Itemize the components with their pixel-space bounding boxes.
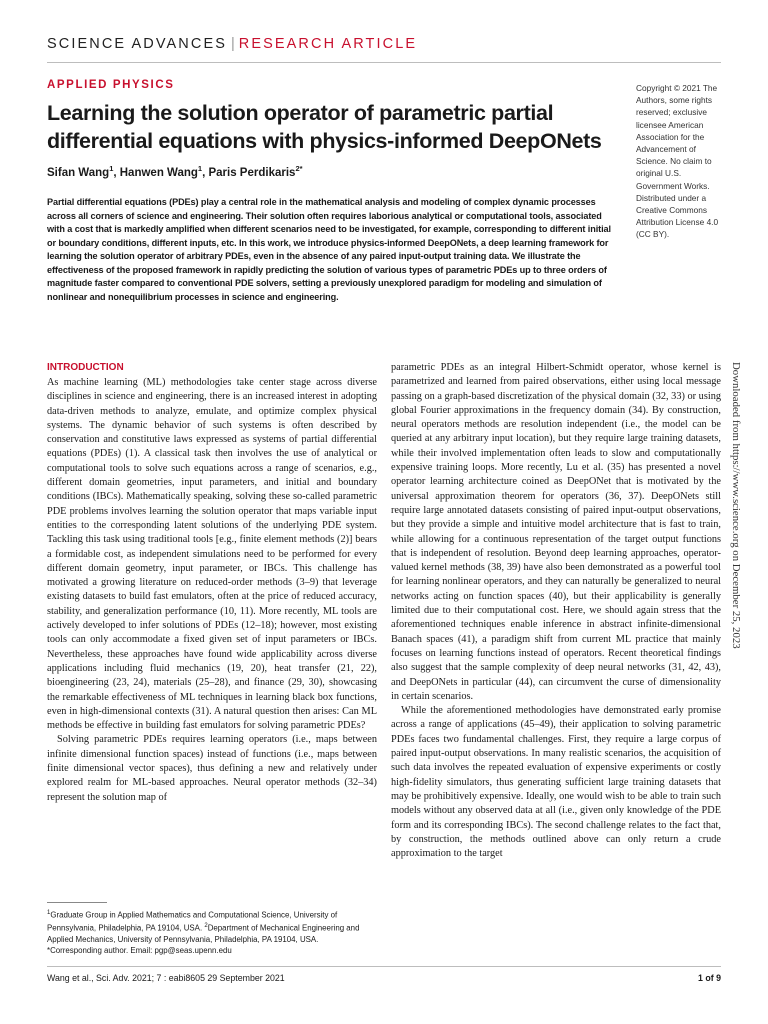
author-list: Sifan Wang$^1$, Hanwen Wang$^1$, Paris Perdikaris$^{2*}$ xyxy=(47,164,303,179)
abstract: Partial differential equations (PDEs) play a central role in the mathematical analysis and modeling of complex dynamic processes across all corners of science and engineering. Their solution often requires laborious analytical or computational tools, associated with a cost that is markedly amplified when different scenarios need to be investigated, for example, corresponding to different initial or boundary conditions, different inputs, etc. In this work, we introduce physics-informed DeepONets, a deep learning framework for learning the solution operator of arbitrary PDEs, even in the absence of any paired input-output training data. We illustrate the effectiveness of the proposed framework in rapidly predicting the solution of various types of parametric PDEs up to three orders of magnitude faster compared to conventional PDE solvers, setting a previously unexplored paradigm for modeling and simulation of nonlinear and nonequilibrium processes in science and engineering. xyxy=(47,197,611,302)
body-paragraph: As machine learning (ML) methodologies take center stage across diverse disciplines in science and engineering, there is an increased interest in adopting data-driven methods to analyze, emulate, and optimize complex physical systems. The dynamic behavior of such systems is often described by conservation and constitutive laws expressed as systems of partial differential equations (PDEs) (1). A classical task then involves the use of analytical or computational tools to solve such equations across a range of scenarios, e.g., different domain geometries, input parameters, and initial and boundary conditions (IBCs). Mathematically speaking, solving these so-called parametric PDE problems involves learning the solution operator that maps variable input entities to the corresponding latent solutions of the underlying PDE system. Tackling this task using traditional tools [e.g., finite element methods (2)] bears a formidable cost, as independent simulations need to be performed for every different domain geometry, input parameter, or IBCs. This challenge has motivated a growing literature on reduced-order methods (3–9) that leverage existing datasets to build fast emulators, often at the price of reduced accuracy, stability, and generalization performance (10, 11). More recently, ML tools are actively developed to infer solutions of PDEs (12–18); however, most existing tools can only accommodate a fixed given set of input parameters or IBCs. Nevertheless, these approaches have found wide applicability across diverse applications including fluid mechanics (19, 20), heat transfer (21, 22), bioengineering (23, 24), materials (25–28), and finance (29, 30), showcasing the remarkable effectiveness of ML techniques in learning black box functions, even in high-dimensional contexts (31). A natural question then arises: Can ML methods be effective in building fast emulators for solving parametric PDEs? xyxy=(47,377,377,732)
page-number: 1 of 9 xyxy=(698,973,721,983)
body-paragraph: parametric PDEs as an integral Hilbert-Schmidt operator, whose kernel is parametrized and learned from paired observations, either using local message passing on a graph-based discretization of the physical domain (32, 33) or using global Fourier approximations in the frequency domain (34). By construction, neural operators methods are resolution independent (i.e., the model can be queried at any arbitrary input location), but they require large training datasets, while their involved implementation often leads to slow and computationally expensive training loops. More recently, Lu et al. (35) has presented a novel operator learning architecture coined as DeepONet that is motivated by the universal approximation theorem for operators (36, 37). DeepONets still require large annotated datasets consisting of paired input-output observations, but they provide a simple and intuitive model architecture that is fast to train, while allowing for a continuous representation of the target output functions that is independent of resolution. Beyond deep learning approaches, operator-valued kernel methods (38, 39) have also been demonstrated as a powerful tool for learning nonlinear operators, and they can naturally be generalized to neural networks acting on function spaces (40), but their applicability is generally limited due to their computational cost. Here, we should again stress that the aforementioned techniques enable inference in abstract infinite-dimensional Banach spaces (41), a paradigm shift from current ML practice that mainly focuses on learning functions instead of operators. Recent theoretical findings also suggest that the sample complexity of deep neural networks (31, 42, 43), and DeepONets in particular (44), can circumvent the curse of dimensionality in certain scenarios. xyxy=(391,362,721,702)
affiliation-marker: 1 xyxy=(47,910,51,916)
corresponding-author[interactable]: *Corresponding author. Email: pgp@seas.upenn.edu xyxy=(47,946,232,956)
section-heading-introduction: INTRODUCTION xyxy=(47,362,124,373)
masthead-separator: | xyxy=(230,36,235,52)
article-type: RESEARCH ARTICLE xyxy=(238,36,418,52)
body-paragraph: Solving parametric PDEs requires learning operators (i.e., maps between infinite dimensional function spaces) instead of functions (i.e., maps between finite dimensional vector spaces), thus defining a new and relatively under explored realm for ML-based approaches. Neural operator methods (32–34) represent the solution map of xyxy=(47,734,377,803)
author-name[interactable]: Hanwen Wang xyxy=(119,166,198,179)
author-name[interactable]: Paris Perdikaris xyxy=(208,166,296,179)
affiliation-marker: 1 xyxy=(109,164,114,173)
affiliation-marker: 2* xyxy=(295,164,303,173)
top-rule xyxy=(47,62,721,63)
download-watermark: Downloaded from https://www.science.org on December 25, 2023 xyxy=(730,362,742,649)
author-name[interactable]: Sifan Wang xyxy=(47,166,110,179)
body-column-right xyxy=(391,361,721,861)
affiliation-text: Department of Mechanical Engineering and Applied Mechanics, University of Pennsylvania, Philadelphia, PA 19104, USA. xyxy=(47,923,360,945)
bottom-rule xyxy=(47,966,721,967)
affiliation-marker: 2 xyxy=(204,923,208,930)
article-title: Learning the solution operator of parametric partial differential equations with physics-informed DeepONets xyxy=(47,101,602,153)
footer-citation: Wang et al., Sci. Adv. 2021; 7 : eabi8605 29 September 2021 xyxy=(47,973,285,983)
journal-masthead xyxy=(47,36,417,52)
footnote-affiliation-1 xyxy=(47,908,377,945)
affiliations-footnote xyxy=(47,908,377,957)
section-label: APPLIED PHYSICS xyxy=(47,79,175,91)
journal-name: SCIENCE ADVANCES xyxy=(47,36,227,52)
body-paragraph: While the aforementioned methodologies have demonstrated early promise across a range of applications (45–49), their application to solving parametric PDEs faces two fundamental challenges. First, they require a large corpus of paired input-output observations. In many realistic scenarios, the acquisition of such data involves the repeated evaluation of expensive experiments or costly high-fidelity simulators, thus generating sufficient large training datasets that may be prohibitively expensive. Ideally, one would wish to be able to train such models without any observed data at all (i.e., given only knowledge of the PDE form and its corresponding IBCs). The second challenge relates to the fact that, by construction, the methods outlined above can only return a crude approximation to the target xyxy=(391,705,721,860)
copyright-notice: Copyright © 2021 The Authors, some rights reserved; exclusive licensee American Association for the Advancement of Science. No claim to original U.S. Government Works. Distributed under a Creative Commons Attribution License 4.0 (CC BY). xyxy=(636,83,719,240)
body-column-left xyxy=(47,361,377,805)
affiliation-marker: 1 xyxy=(197,164,203,173)
affiliation-text: Graduate Group in Applied Mathematics and Computational Science, University of Pennsylvania, Philadelphia, PA 19104, USA. xyxy=(47,910,338,933)
footnote-rule xyxy=(47,902,107,903)
